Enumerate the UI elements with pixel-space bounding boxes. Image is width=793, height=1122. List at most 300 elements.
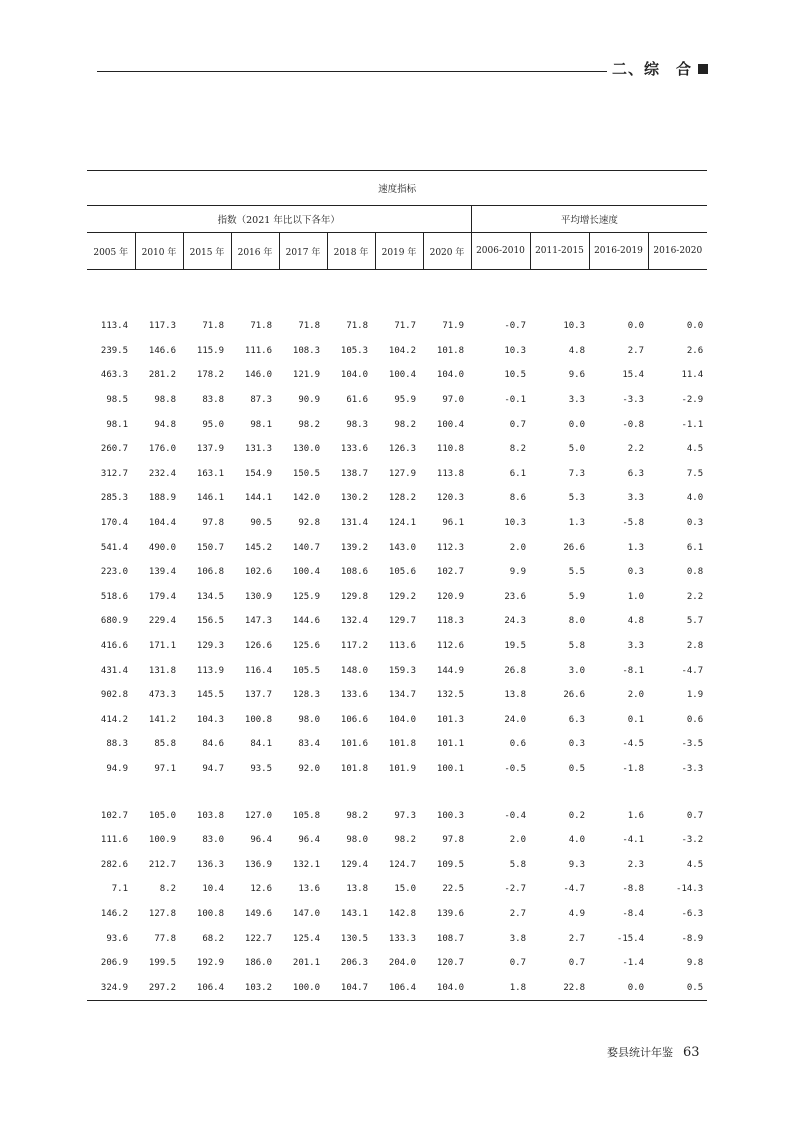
table-cell: 139.6 bbox=[436, 908, 464, 919]
table-cell: 108.6 bbox=[340, 567, 368, 578]
table-cell: 5.7 bbox=[686, 616, 704, 627]
table-cell: -1.1 bbox=[681, 419, 704, 430]
table-cell: 101.8 bbox=[340, 763, 368, 774]
table-cell: 282.6 bbox=[100, 859, 128, 870]
table-cell: 84.1 bbox=[250, 739, 272, 750]
table-cell: 118.3 bbox=[436, 616, 464, 627]
table-cell: 142.8 bbox=[388, 908, 416, 919]
table-cell: -8.8 bbox=[622, 884, 644, 895]
column-header: 2016-2019 bbox=[589, 233, 648, 270]
table-cell: 144.1 bbox=[244, 493, 272, 504]
table-cell: 163.1 bbox=[196, 468, 224, 479]
table-cell: 98.3 bbox=[346, 419, 368, 430]
table-row bbox=[87, 314, 707, 339]
table-cell: 1.3 bbox=[568, 518, 585, 529]
table-cell: 150.5 bbox=[292, 468, 320, 479]
table-cell: 134.7 bbox=[388, 690, 416, 701]
table-cell: -4.7 bbox=[681, 665, 704, 676]
table-cell: 98.2 bbox=[394, 419, 416, 430]
table-cell: 85.8 bbox=[154, 739, 176, 750]
table-cell: 8.0 bbox=[568, 616, 585, 627]
table-cell: 108.7 bbox=[436, 933, 464, 944]
table-cell: 133.6 bbox=[340, 690, 368, 701]
table-cell: 84.6 bbox=[202, 739, 224, 750]
table-cell: 0.7 bbox=[686, 810, 704, 821]
table-cell: 100.4 bbox=[436, 419, 464, 430]
column-header: 2016-2020 bbox=[648, 233, 707, 270]
page-footer bbox=[607, 1044, 700, 1060]
column-header: 2018 年 bbox=[327, 233, 375, 270]
table-cell: 113.6 bbox=[388, 641, 416, 652]
table-cell: 142.0 bbox=[292, 493, 320, 504]
table-row bbox=[87, 683, 707, 708]
table-cell: 260.7 bbox=[100, 444, 128, 455]
table-cell: -4.1 bbox=[622, 835, 644, 846]
table-cell: 126.3 bbox=[388, 444, 416, 455]
table-cell: -0.7 bbox=[504, 321, 526, 332]
table-cell: -8.1 bbox=[622, 665, 644, 676]
table-cell: 105.3 bbox=[340, 345, 368, 356]
table-row bbox=[87, 609, 707, 634]
table-row bbox=[87, 363, 707, 388]
table-cell: -3.3 bbox=[681, 763, 704, 774]
table-cell: 541.4 bbox=[100, 542, 128, 553]
table-title: 速度指标 bbox=[87, 171, 707, 206]
table-cell: 150.7 bbox=[196, 542, 224, 553]
table-cell: 98.2 bbox=[298, 419, 320, 430]
table-cell: 104.7 bbox=[327, 975, 375, 1000]
table-cell: 132.1 bbox=[292, 859, 320, 870]
table-cell: 141.2 bbox=[148, 714, 176, 725]
table-cell: 518.6 bbox=[100, 591, 128, 602]
table-cell: -4.7 bbox=[563, 884, 585, 895]
table-cell: 136.3 bbox=[196, 859, 224, 870]
table-cell: 2.3 bbox=[627, 859, 644, 870]
table-cell: 132.4 bbox=[340, 616, 368, 627]
table-cell: 2.0 bbox=[509, 542, 526, 553]
table-cell: 97.1 bbox=[154, 763, 176, 774]
table-cell: -2.7 bbox=[504, 884, 526, 895]
column-header: 2011-2015 bbox=[530, 233, 589, 270]
table-cell: 10.3 bbox=[563, 321, 585, 332]
table-cell: 88.3 bbox=[106, 739, 128, 750]
table-cell: 6.1 bbox=[686, 542, 704, 553]
table-cell: 112.6 bbox=[436, 641, 464, 652]
table-row bbox=[87, 951, 707, 976]
column-header: 2017 年 bbox=[279, 233, 327, 270]
table-cell: 144.6 bbox=[292, 616, 320, 627]
table-cell: 4.8 bbox=[627, 616, 644, 627]
table-cell: 143.0 bbox=[388, 542, 416, 553]
table-cell: 285.3 bbox=[100, 493, 128, 504]
table-cell: 0.7 bbox=[509, 419, 526, 430]
table-cell: 9.3 bbox=[568, 859, 585, 870]
table-cell: 140.7 bbox=[292, 542, 320, 553]
table-cell: 5.0 bbox=[568, 444, 585, 455]
table-row bbox=[87, 535, 707, 560]
table-cell: 105.5 bbox=[292, 665, 320, 676]
table-row bbox=[87, 412, 707, 437]
table-cell: 100.4 bbox=[388, 370, 416, 381]
table-cell: 188.9 bbox=[148, 493, 176, 504]
table-cell: 93.5 bbox=[250, 763, 272, 774]
table-cell: 101.8 bbox=[436, 345, 464, 356]
table-cell: 178.2 bbox=[196, 370, 224, 381]
table-cell: 136.9 bbox=[244, 859, 272, 870]
section-spacer-row bbox=[87, 292, 707, 314]
table-cell: 105.8 bbox=[292, 810, 320, 821]
table-cell: 0.0 bbox=[686, 321, 704, 332]
table-cell: -1.8 bbox=[622, 763, 644, 774]
table-cell: 229.4 bbox=[148, 616, 176, 627]
table-cell: 106.8 bbox=[196, 567, 224, 578]
table-cell: 97.3 bbox=[394, 810, 416, 821]
table-cell: 22.8 bbox=[530, 975, 589, 1000]
table-cell: 128.3 bbox=[292, 690, 320, 701]
table-cell: 0.1 bbox=[627, 714, 644, 725]
table-cell: 4.5 bbox=[686, 859, 704, 870]
table-cell: 83.4 bbox=[298, 739, 320, 750]
column-header: 2015 年 bbox=[183, 233, 231, 270]
table-cell: 129.2 bbox=[388, 591, 416, 602]
table-cell: 1.0 bbox=[627, 591, 644, 602]
table-cell: 145.5 bbox=[196, 690, 224, 701]
table-cell: 13.8 bbox=[346, 884, 368, 895]
table-cell: 281.2 bbox=[148, 370, 176, 381]
table-cell: 1.9 bbox=[686, 690, 704, 701]
table-cell: 121.9 bbox=[292, 370, 320, 381]
table-cell: 9.9 bbox=[509, 567, 526, 578]
column-header: 2006-2010 bbox=[471, 233, 530, 270]
table-cell: 117.3 bbox=[148, 321, 176, 332]
table-row bbox=[87, 828, 707, 853]
table-cell: 90.9 bbox=[298, 395, 320, 406]
table-cell: 104.3 bbox=[196, 714, 224, 725]
table-row bbox=[87, 437, 707, 462]
table-cell: 4.5 bbox=[686, 444, 704, 455]
table-cell: 90.5 bbox=[250, 518, 272, 529]
table-cell: 146.6 bbox=[148, 345, 176, 356]
table-cell: 1.8 bbox=[471, 975, 530, 1000]
table-cell: 104.0 bbox=[388, 714, 416, 725]
table-cell: 206.3 bbox=[340, 958, 368, 969]
table-cell: 192.9 bbox=[196, 958, 224, 969]
table-row bbox=[87, 658, 707, 683]
table-cell: 125.9 bbox=[292, 591, 320, 602]
table-cell: 113.9 bbox=[196, 665, 224, 676]
table-cell: 156.5 bbox=[196, 616, 224, 627]
table-cell: 206.9 bbox=[100, 958, 128, 969]
table-cell: 102.7 bbox=[100, 810, 128, 821]
table-cell: 101.9 bbox=[388, 763, 416, 774]
table-cell: 26.6 bbox=[563, 690, 585, 701]
table-row bbox=[87, 708, 707, 733]
table-cell: 101.8 bbox=[388, 739, 416, 750]
table-cell: 179.4 bbox=[148, 591, 176, 602]
table-cell: 83.8 bbox=[202, 395, 224, 406]
table-cell: 133.6 bbox=[340, 444, 368, 455]
table-cell: 223.0 bbox=[100, 567, 128, 578]
table-cell: 0.0 bbox=[589, 975, 648, 1000]
table-cell: 98.5 bbox=[106, 395, 128, 406]
table-cell: 126.6 bbox=[244, 641, 272, 652]
table-cell: 24.3 bbox=[504, 616, 526, 627]
table-cell: 96.4 bbox=[298, 835, 320, 846]
table-cell: 8.6 bbox=[509, 493, 526, 504]
table-cell: 5.5 bbox=[568, 567, 585, 578]
table-cell: 0.5 bbox=[648, 975, 707, 1000]
section-spacer-row bbox=[87, 270, 707, 293]
table-row bbox=[87, 732, 707, 757]
column-header: 2016 年 bbox=[231, 233, 279, 270]
table-row bbox=[87, 560, 707, 585]
table-cell: 109.5 bbox=[436, 859, 464, 870]
table-cell: 101.3 bbox=[436, 714, 464, 725]
column-header: 2005 年 bbox=[87, 233, 135, 270]
table-cell: 23.6 bbox=[504, 591, 526, 602]
table-cell: -3.3 bbox=[622, 395, 644, 406]
table-cell: 232.4 bbox=[148, 468, 176, 479]
table-cell: 98.2 bbox=[394, 835, 416, 846]
table-cell: 93.6 bbox=[106, 933, 128, 944]
table-row bbox=[87, 975, 707, 1000]
table-cell: 125.6 bbox=[292, 641, 320, 652]
table-cell: 111.6 bbox=[100, 835, 128, 846]
table-cell: 145.2 bbox=[244, 542, 272, 553]
table-cell: 0.3 bbox=[627, 567, 644, 578]
table-cell: 77.8 bbox=[154, 933, 176, 944]
table-cell: 3.3 bbox=[627, 641, 644, 652]
table-cell: 87.3 bbox=[250, 395, 272, 406]
table-cell: -0.4 bbox=[504, 810, 526, 821]
table-cell: 97.0 bbox=[442, 395, 464, 406]
table-cell: 106.4 bbox=[183, 975, 231, 1000]
table-cell: -8.4 bbox=[622, 908, 644, 919]
table-cell: 103.8 bbox=[196, 810, 224, 821]
table-row bbox=[87, 926, 707, 951]
table-cell: 147.3 bbox=[244, 616, 272, 627]
table-cell: 134.5 bbox=[196, 591, 224, 602]
table-body bbox=[87, 270, 707, 1001]
table-row bbox=[87, 877, 707, 902]
growth-group-header: 平均增长速度 bbox=[471, 206, 707, 233]
table-cell: 94.7 bbox=[202, 763, 224, 774]
table-cell: -5.8 bbox=[622, 518, 644, 529]
table-cell: 131.3 bbox=[244, 444, 272, 455]
table-cell: 125.4 bbox=[292, 933, 320, 944]
table-cell: 8.2 bbox=[509, 444, 526, 455]
table-cell: 97.8 bbox=[442, 835, 464, 846]
table-cell: 4.0 bbox=[686, 493, 704, 504]
table-cell: 100.8 bbox=[196, 908, 224, 919]
table-cell: 2.7 bbox=[509, 908, 526, 919]
table-cell: -3.5 bbox=[681, 739, 704, 750]
table-cell: 71.8 bbox=[250, 321, 272, 332]
table-cell: 3.3 bbox=[568, 395, 585, 406]
table-cell: 100.4 bbox=[292, 567, 320, 578]
table-cell: -4.5 bbox=[622, 739, 644, 750]
section-title: 二、综 合 bbox=[612, 60, 693, 78]
table-cell: 61.6 bbox=[346, 395, 368, 406]
table-cell: 199.5 bbox=[148, 958, 176, 969]
column-header: 2010 年 bbox=[135, 233, 183, 270]
table-cell: 19.5 bbox=[504, 641, 526, 652]
table-cell: 95.0 bbox=[202, 419, 224, 430]
table-cell: 143.1 bbox=[340, 908, 368, 919]
table-cell: 6.1 bbox=[509, 468, 526, 479]
table-cell: 147.0 bbox=[292, 908, 320, 919]
table-cell: 4.0 bbox=[568, 835, 585, 846]
table-cell: 139.4 bbox=[148, 567, 176, 578]
table-cell: 96.4 bbox=[250, 835, 272, 846]
table-cell: -6.3 bbox=[681, 908, 704, 919]
table-cell: 112.3 bbox=[436, 542, 464, 553]
table-cell: 133.3 bbox=[388, 933, 416, 944]
table-cell: 124.1 bbox=[388, 518, 416, 529]
table-cell: 138.7 bbox=[340, 468, 368, 479]
table-cell: 98.8 bbox=[154, 395, 176, 406]
table-cell: 0.6 bbox=[686, 714, 704, 725]
table-cell: 104.0 bbox=[423, 975, 471, 1000]
table-cell: -0.8 bbox=[622, 419, 644, 430]
table-cell: 473.3 bbox=[148, 690, 176, 701]
table-cell: 239.5 bbox=[100, 345, 128, 356]
table-cell: 0.8 bbox=[686, 567, 704, 578]
header-rule bbox=[97, 71, 607, 72]
table-cell: 11.4 bbox=[681, 370, 704, 381]
table-cell: 186.0 bbox=[244, 958, 272, 969]
table-cell: 105.6 bbox=[388, 567, 416, 578]
table-cell: 2.2 bbox=[686, 591, 704, 602]
table-cell: 144.9 bbox=[436, 665, 464, 676]
table-cell: 129.8 bbox=[340, 591, 368, 602]
table-cell: 201.1 bbox=[292, 958, 320, 969]
speed-indicator-table bbox=[87, 170, 707, 1001]
table-cell: 4.9 bbox=[568, 908, 585, 919]
table-cell: 10.5 bbox=[504, 370, 526, 381]
table-row bbox=[87, 852, 707, 877]
table-cell: 431.4 bbox=[100, 665, 128, 676]
table-cell: 101.6 bbox=[340, 739, 368, 750]
table-cell: 0.6 bbox=[509, 739, 526, 750]
table-cell: 0.5 bbox=[568, 763, 585, 774]
section-spacer-row bbox=[87, 781, 707, 803]
table-cell: 71.8 bbox=[298, 321, 320, 332]
table-cell: 92.8 bbox=[298, 518, 320, 529]
table-row bbox=[87, 757, 707, 782]
table-cell: 131.8 bbox=[148, 665, 176, 676]
table-cell: -1.4 bbox=[622, 958, 644, 969]
table-cell: 171.1 bbox=[148, 641, 176, 652]
table-cell: 2.7 bbox=[568, 933, 585, 944]
table-cell: -2.9 bbox=[681, 395, 704, 406]
table-cell: 490.0 bbox=[148, 542, 176, 553]
table-cell: -3.2 bbox=[681, 835, 704, 846]
table-row bbox=[87, 585, 707, 610]
table-cell: 94.9 bbox=[106, 763, 128, 774]
table-cell: 100.3 bbox=[436, 810, 464, 821]
table-cell: 6.3 bbox=[627, 468, 644, 479]
table-cell: 0.0 bbox=[568, 419, 585, 430]
table-cell: 106.6 bbox=[340, 714, 368, 725]
table-cell: 127.9 bbox=[388, 468, 416, 479]
table-cell: 113.8 bbox=[436, 468, 464, 479]
table-cell: 26.8 bbox=[504, 665, 526, 676]
table-cell: -8.9 bbox=[681, 933, 704, 944]
table-cell: 4.8 bbox=[568, 345, 585, 356]
table-cell: 146.2 bbox=[100, 908, 128, 919]
table-cell: 71.8 bbox=[346, 321, 368, 332]
table-cell: 106.4 bbox=[375, 975, 423, 1000]
table-cell: 2.7 bbox=[627, 345, 644, 356]
column-header-row bbox=[87, 233, 707, 270]
table-cell: 10.3 bbox=[504, 518, 526, 529]
table-cell: 128.2 bbox=[388, 493, 416, 504]
table-cell: 5.8 bbox=[509, 859, 526, 870]
table-cell: 7.1 bbox=[111, 884, 128, 895]
table-cell: 71.8 bbox=[202, 321, 224, 332]
table-cell: 149.6 bbox=[244, 908, 272, 919]
table-cell: 122.7 bbox=[244, 933, 272, 944]
table-cell: 129.4 bbox=[340, 859, 368, 870]
column-header: 2019 年 bbox=[375, 233, 423, 270]
table-cell: 8.2 bbox=[159, 884, 176, 895]
table-cell: 130.9 bbox=[244, 591, 272, 602]
speed-indicator-table-wrapper bbox=[87, 170, 706, 1001]
table-row bbox=[87, 902, 707, 927]
table-cell: 15.4 bbox=[622, 370, 644, 381]
table-cell: 0.3 bbox=[686, 518, 704, 529]
table-cell: 159.3 bbox=[388, 665, 416, 676]
table-cell: 129.7 bbox=[388, 616, 416, 627]
table-cell: 170.4 bbox=[100, 518, 128, 529]
table-cell: 5.3 bbox=[568, 493, 585, 504]
table-cell: 100.8 bbox=[244, 714, 272, 725]
table-cell: 116.4 bbox=[244, 665, 272, 676]
table-cell: 102.6 bbox=[244, 567, 272, 578]
table-cell: 680.9 bbox=[100, 616, 128, 627]
table-cell: 204.0 bbox=[388, 958, 416, 969]
table-cell: 22.5 bbox=[442, 884, 464, 895]
table-cell: 312.7 bbox=[100, 468, 128, 479]
table-cell: 463.3 bbox=[100, 370, 128, 381]
section-header bbox=[612, 58, 708, 79]
table-cell: 2.0 bbox=[627, 690, 644, 701]
table-cell: 902.8 bbox=[100, 690, 128, 701]
table-cell: 132.5 bbox=[436, 690, 464, 701]
table-cell: 0.0 bbox=[627, 321, 644, 332]
table-cell: 117.2 bbox=[340, 641, 368, 652]
table-cell: 13.6 bbox=[298, 884, 320, 895]
table-cell: 104.4 bbox=[148, 518, 176, 529]
table-cell: 148.0 bbox=[340, 665, 368, 676]
table-cell: 9.6 bbox=[568, 370, 585, 381]
table-cell: 154.9 bbox=[244, 468, 272, 479]
table-cell: 95.9 bbox=[394, 395, 416, 406]
table-cell: 98.2 bbox=[346, 810, 368, 821]
table-cell: 1.3 bbox=[627, 542, 644, 553]
table-row bbox=[87, 388, 707, 413]
table-cell: 98.0 bbox=[346, 835, 368, 846]
table-cell: 101.1 bbox=[436, 739, 464, 750]
table-cell: 3.3 bbox=[627, 493, 644, 504]
table-cell: 130.0 bbox=[292, 444, 320, 455]
table-cell: 113.4 bbox=[100, 321, 128, 332]
table-cell: 129.3 bbox=[196, 641, 224, 652]
table-row bbox=[87, 511, 707, 536]
table-cell: 324.9 bbox=[87, 975, 135, 1000]
yearbook-name: 婺县统计年鉴 bbox=[607, 1046, 673, 1059]
